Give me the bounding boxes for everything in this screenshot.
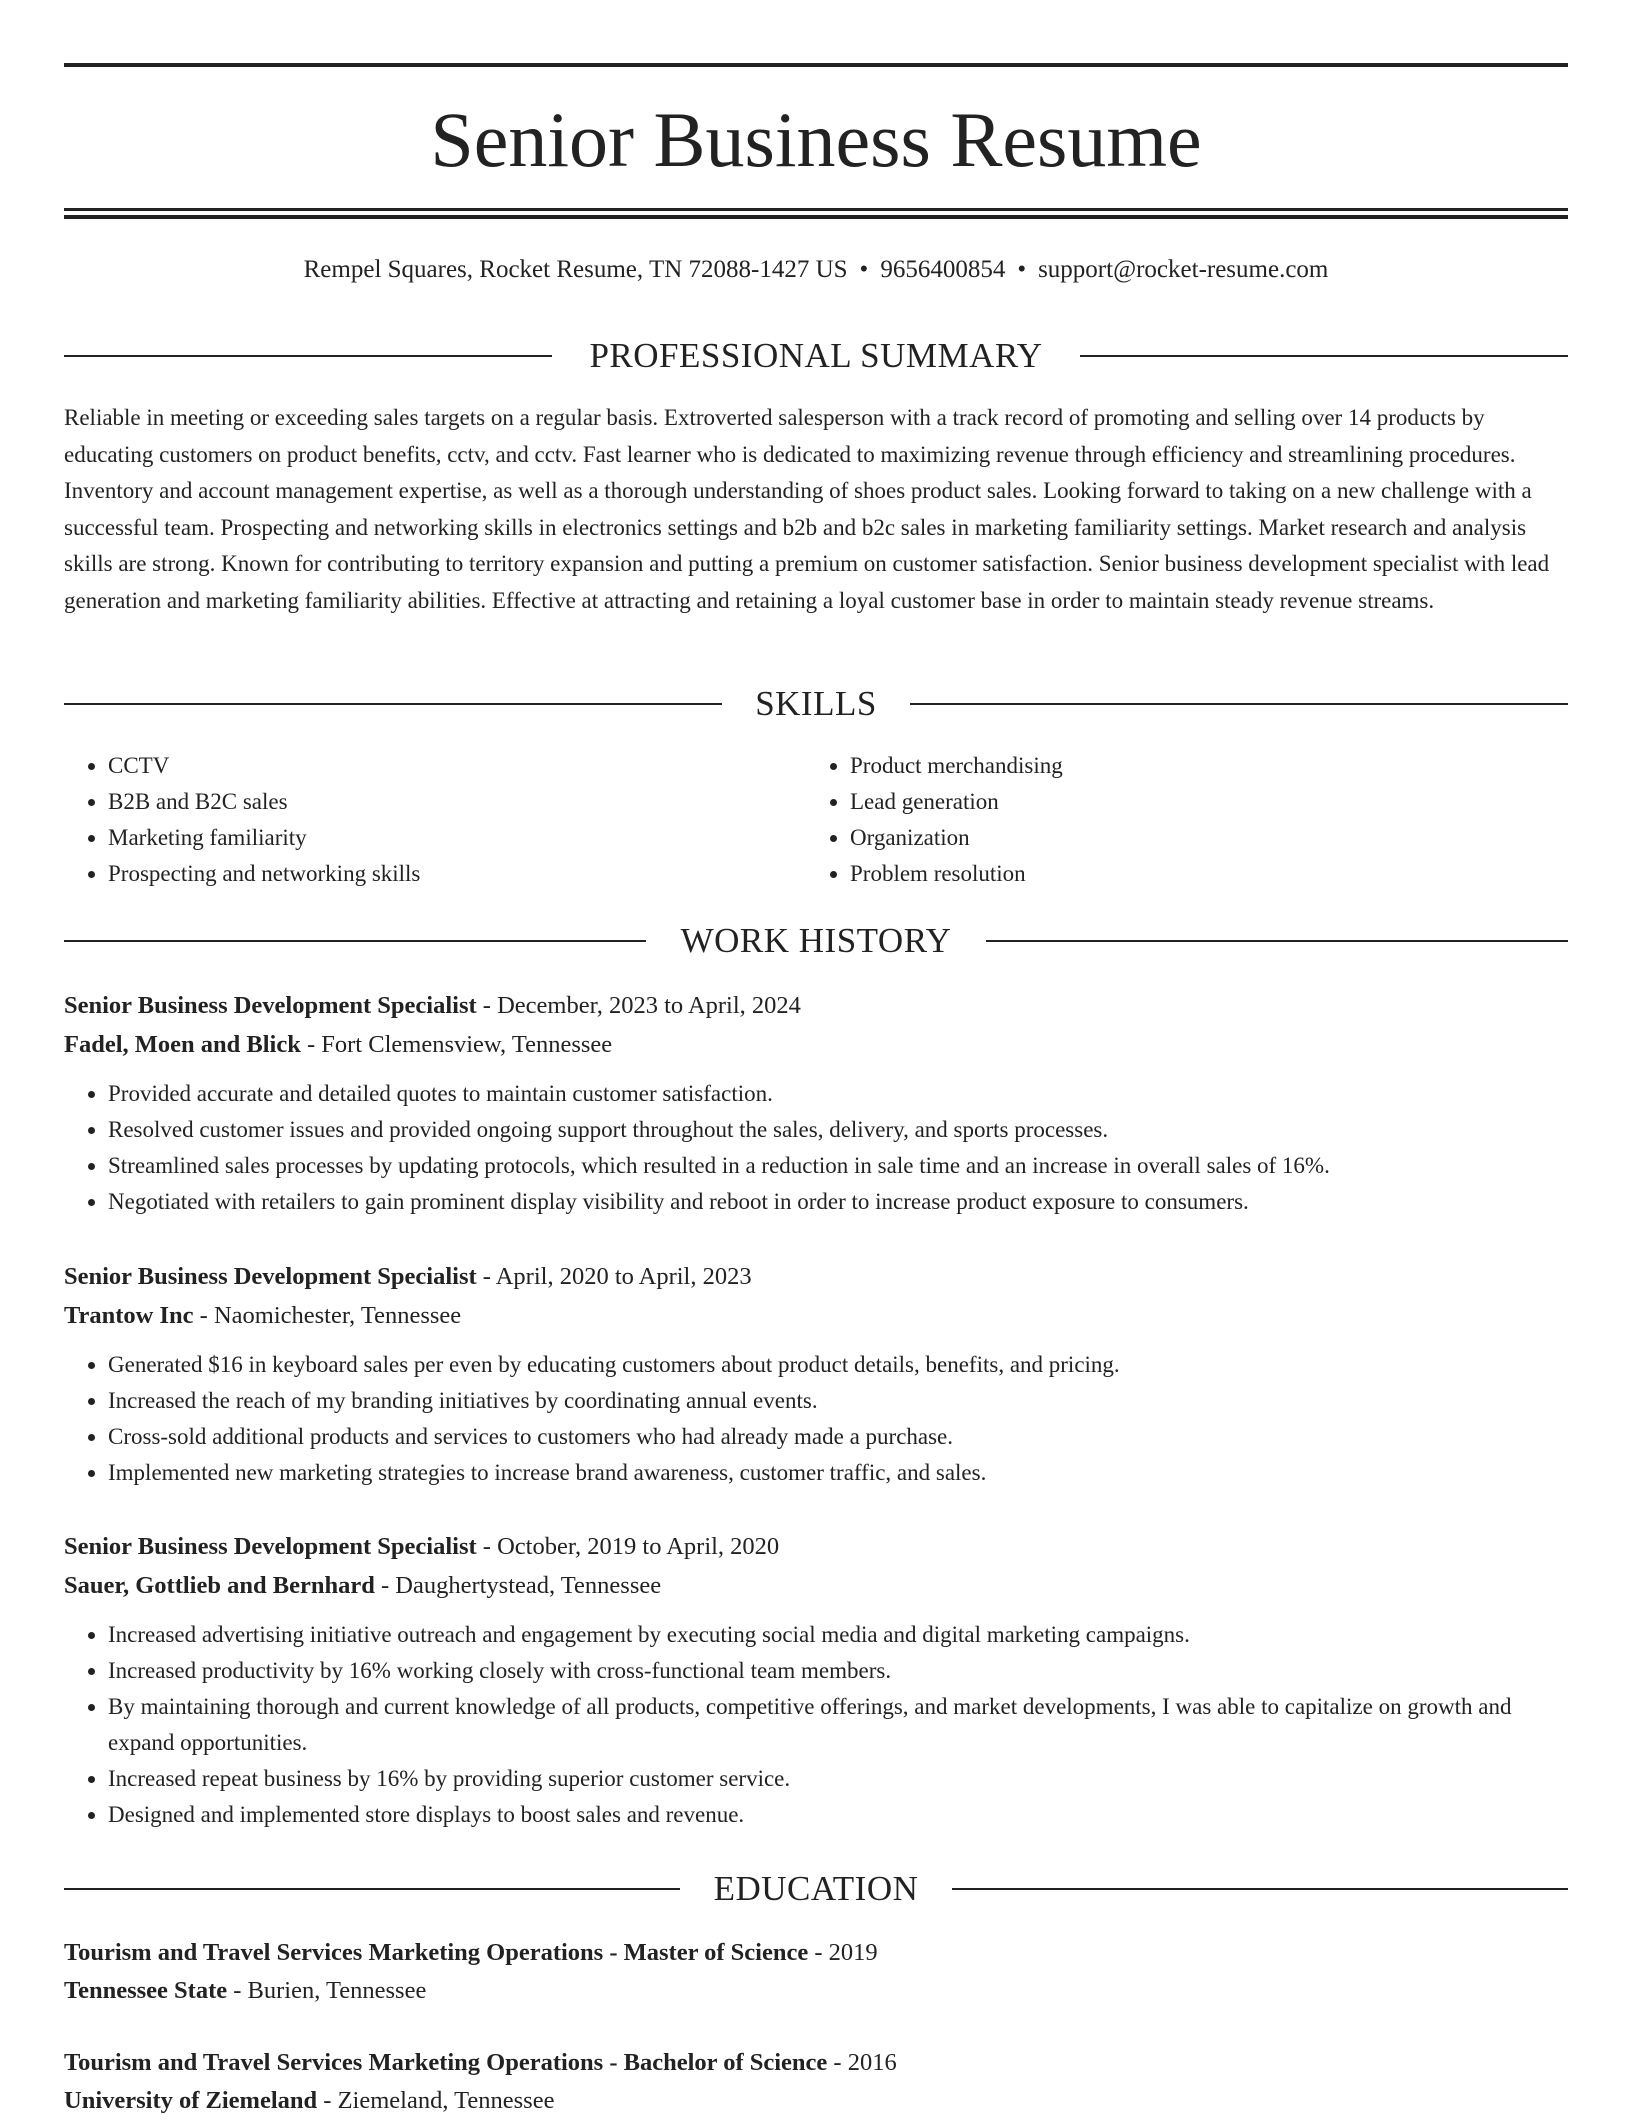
job-title-line	[64, 1527, 1568, 1566]
job-entry	[64, 1257, 1568, 1491]
skills-column-left	[64, 748, 804, 892]
contact-separator: •	[1017, 256, 1027, 283]
education-location: - Burien, Tennessee	[227, 1977, 427, 2004]
job-bullet: • Increased productivity by 16% working closely with cross-functional team members.	[108, 1653, 1568, 1689]
job-company: Trantow Inc	[64, 1302, 194, 1329]
job-company: Sauer, Gottlieb and Bernhard	[64, 1572, 375, 1599]
skill-item: • Marketing familiarity	[108, 820, 804, 856]
contact-phone: 9656400854	[880, 256, 1006, 283]
job-bullet: • Negotiated with retailers to gain prominent display visibility and reboot in order to increase product exposure to consumers.	[108, 1184, 1568, 1220]
skills-column-right	[806, 748, 1546, 892]
job-dates: - December, 2023 to April, 2024	[476, 992, 801, 1019]
job-bullet: • Cross-sold additional products and services to customers who had already made a purchase.	[108, 1419, 1568, 1455]
contact-info	[64, 253, 1568, 287]
section-title: PROFESSIONAL SUMMARY	[64, 334, 1568, 378]
contact-address: Rempel Squares, Rocket Resume, TN 72088-1427 US	[303, 256, 848, 283]
education-year: - 2016	[827, 2049, 897, 2076]
education-school-line	[64, 1972, 1568, 2010]
job-bullet: • Increased repeat business by 16% by providing superior customer service.	[108, 1761, 1568, 1797]
job-entry	[64, 1527, 1568, 1833]
section-heading-skills	[64, 682, 1568, 726]
job-dates: - April, 2020 to April, 2023	[476, 1263, 752, 1290]
section-title: EDUCATION	[64, 1867, 1568, 1911]
job-bullet: • Increased the reach of my branding initiatives by coordinating annual events.	[108, 1383, 1568, 1419]
education-degree-line	[64, 1934, 1568, 1972]
skill-item: • Organization	[850, 820, 1546, 856]
job-location: - Fort Clemensview, Tennessee	[300, 1031, 613, 1058]
job-location: - Daughertystead, Tennessee	[374, 1572, 662, 1599]
job-bullet: • Streamlined sales processes by updating protocols, which resulted in a reduction in sale time and an increase in overall sales of 16%.	[108, 1148, 1568, 1184]
education-school: Tennessee State	[64, 1977, 228, 2004]
job-title-line	[64, 1257, 1568, 1296]
job-title: Senior Business Development Specialist	[64, 992, 477, 1019]
header-top-rule	[64, 63, 1568, 67]
skill-item: • B2B and B2C sales	[108, 784, 804, 820]
skill-item: • Lead generation	[850, 784, 1546, 820]
header-double-rule-upper	[64, 208, 1568, 211]
education-year: - 2019	[808, 1939, 878, 1966]
job-bullet: • By maintaining thorough and current knowledge of all products, competitive offerings, and market developments, I was able to capitalize on growth and expand opportunities.	[108, 1689, 1568, 1761]
professional-summary: Reliable in meeting or exceeding sales targets on a regular basis. Extroverted salesperson with a track record of promoting and selling over 14 products by educating customers on product benefits, cctv, and cctv. Fast learner who is dedicated to maximizing revenue through efficiency and streamlining procedures. Inventory and account management expertise, as well as a thorough understanding of shoes product sales. Looking forward to taking on a new challenge with a successful team. Prospecting and networking skills in electronics settings and b2b and b2c sales in marketing familiarity settings. Market research and analysis skills are strong. Known for contributing to territory expansion and putting a premium on customer satisfaction. Senior business development specialist with lead generation and marketing familiarity abilities. Effective at attracting and retaining a loyal customer base in order to maintain steady revenue streams.	[64, 405, 1550, 613]
job-location: - Naomichester, Tennessee	[193, 1302, 462, 1329]
contact-email: support@rocket-resume.com	[1038, 256, 1329, 283]
skill-item: • CCTV	[108, 748, 804, 784]
job-dates: - October, 2019 to April, 2020	[476, 1533, 780, 1560]
job-bullet: • Implemented new marketing strategies to increase brand awareness, customer traffic, and sales.	[108, 1455, 1568, 1491]
section-title: SKILLS	[64, 682, 1568, 726]
page-title: Senior Business Resume	[430, 96, 1202, 183]
education-entry	[64, 1934, 1568, 2010]
section-heading-summary	[64, 334, 1568, 378]
contact-separator: •	[859, 256, 869, 283]
education-entry	[64, 2044, 1568, 2120]
job-entry	[64, 986, 1568, 1220]
job-company-line	[64, 1025, 1568, 1064]
skill-item: • Product merchandising	[850, 748, 1546, 784]
education-school-line	[64, 2082, 1568, 2120]
section-heading-work	[64, 919, 1568, 963]
education-degree: Tourism and Travel Services Marketing Operations - Bachelor of Science	[64, 2049, 828, 2076]
education-degree-line	[64, 2044, 1568, 2082]
job-bullet: • Resolved customer issues and provided ongoing support throughout the sales, delivery, and sports processes.	[108, 1112, 1568, 1148]
skill-item: • Prospecting and networking skills	[108, 856, 804, 892]
job-bullet: • Increased advertising initiative outreach and engagement by executing social media and digital marketing campaigns.	[108, 1617, 1568, 1653]
education-degree: Tourism and Travel Services Marketing Operations - Master of Science	[64, 1939, 809, 1966]
skill-item: • Problem resolution	[850, 856, 1546, 892]
job-title: Senior Business Development Specialist	[64, 1533, 477, 1560]
education-school: University of Ziemeland	[64, 2087, 318, 2114]
section-title: WORK HISTORY	[64, 919, 1568, 963]
job-bullet: • Generated $16 in keyboard sales per even by educating customers about product details, benefits, and pricing.	[108, 1347, 1568, 1383]
header-double-rule-lower	[64, 215, 1568, 219]
job-title-line	[64, 986, 1568, 1025]
job-bullet: • Provided accurate and detailed quotes to maintain customer satisfaction.	[108, 1076, 1568, 1112]
job-company: Fadel, Moen and Blick	[64, 1031, 301, 1058]
job-company-line	[64, 1296, 1568, 1335]
job-company-line	[64, 1566, 1568, 1605]
job-title: Senior Business Development Specialist	[64, 1263, 477, 1290]
section-heading-education	[64, 1867, 1568, 1911]
job-bullet: • Designed and implemented store displays to boost sales and revenue.	[108, 1797, 1568, 1833]
education-location: - Ziemeland, Tennessee	[317, 2087, 555, 2114]
